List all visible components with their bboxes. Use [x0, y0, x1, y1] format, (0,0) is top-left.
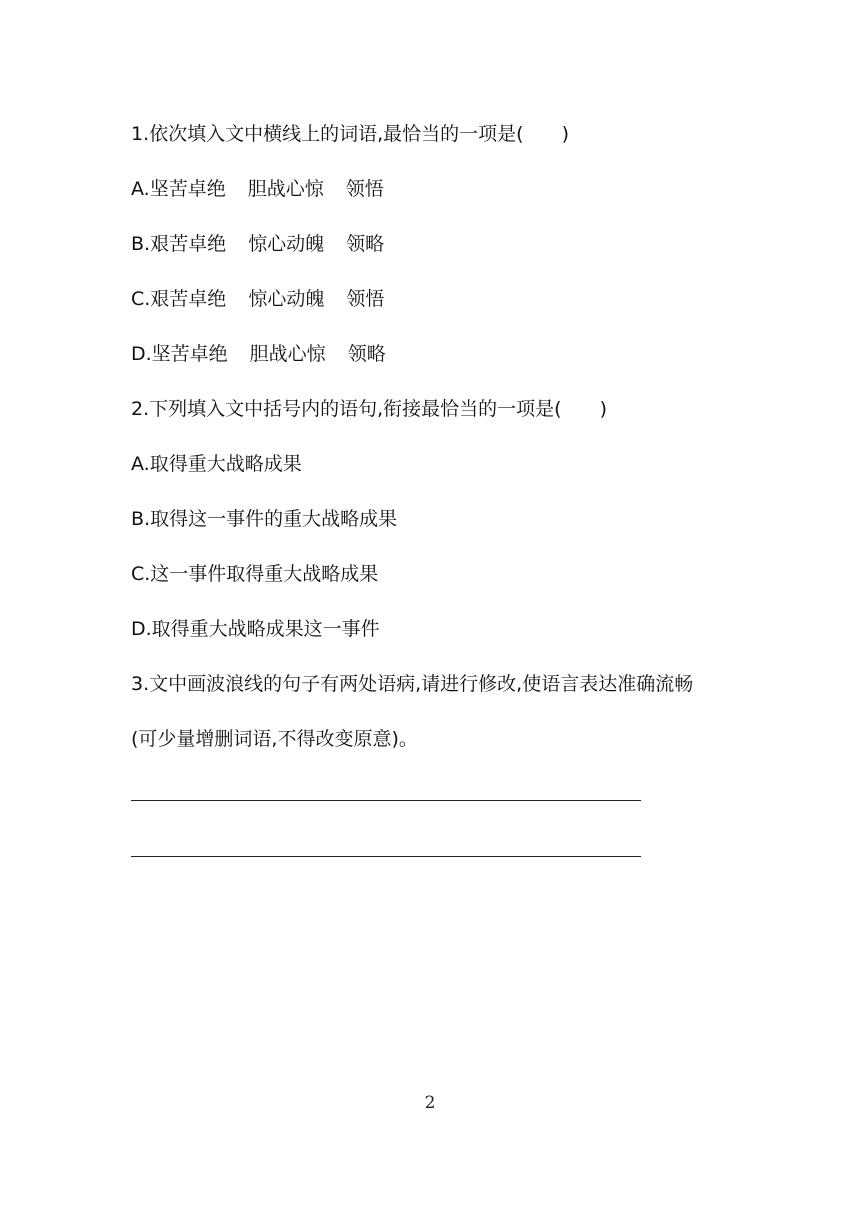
question-2-stem: 2.下列填入文中括号内的语句,衔接最恰当的一项是( ): [131, 398, 607, 420]
question-2-option-a: A.取得重大战略成果: [131, 453, 302, 475]
option-term: 惊心动魄: [248, 288, 325, 310]
question-1-option-a: [131, 172, 751, 227]
question-2-option-b: B.取得这一事件的重大战略成果: [131, 508, 398, 530]
option-term: 领悟: [346, 288, 385, 310]
answer-blank-line-2[interactable]: [131, 856, 641, 857]
option-term: 胆战心惊: [247, 178, 324, 200]
option-term: 惊心动魄: [248, 233, 325, 255]
answer-blank-line-1[interactable]: [131, 800, 641, 801]
option-term: A.坚苦卓绝: [131, 178, 226, 200]
question-1-option-d: [131, 337, 751, 392]
option-term: B.艰苦卓绝: [131, 233, 227, 255]
option-term: 领略: [347, 343, 386, 365]
question-3-stem-line-1: 3.文中画波浪线的句子有两处语病,请进行修改,使语言表达准确流畅: [131, 673, 694, 695]
option-term: 领悟: [345, 178, 384, 200]
page-number: 2: [424, 1093, 436, 1113]
question-2-option-d: D.取得重大战略成果这一事件: [131, 618, 380, 640]
question-1-option-b: [131, 227, 751, 282]
question-1-option-c: [131, 282, 751, 337]
question-2-option-c: C.这一事件取得重大战略成果: [131, 563, 379, 585]
option-term: C.艰苦卓绝: [131, 288, 227, 310]
option-term: 领略: [346, 233, 385, 255]
option-term: 胆战心惊: [249, 343, 326, 365]
question-content: [131, 117, 751, 777]
question-3-stem-line-2: (可少量增删词语,不得改变原意)。: [131, 728, 418, 750]
question-1-stem: 1.依次填入文中横线上的词语,最恰当的一项是( ): [131, 123, 569, 145]
option-term: D.坚苦卓绝: [131, 343, 228, 365]
